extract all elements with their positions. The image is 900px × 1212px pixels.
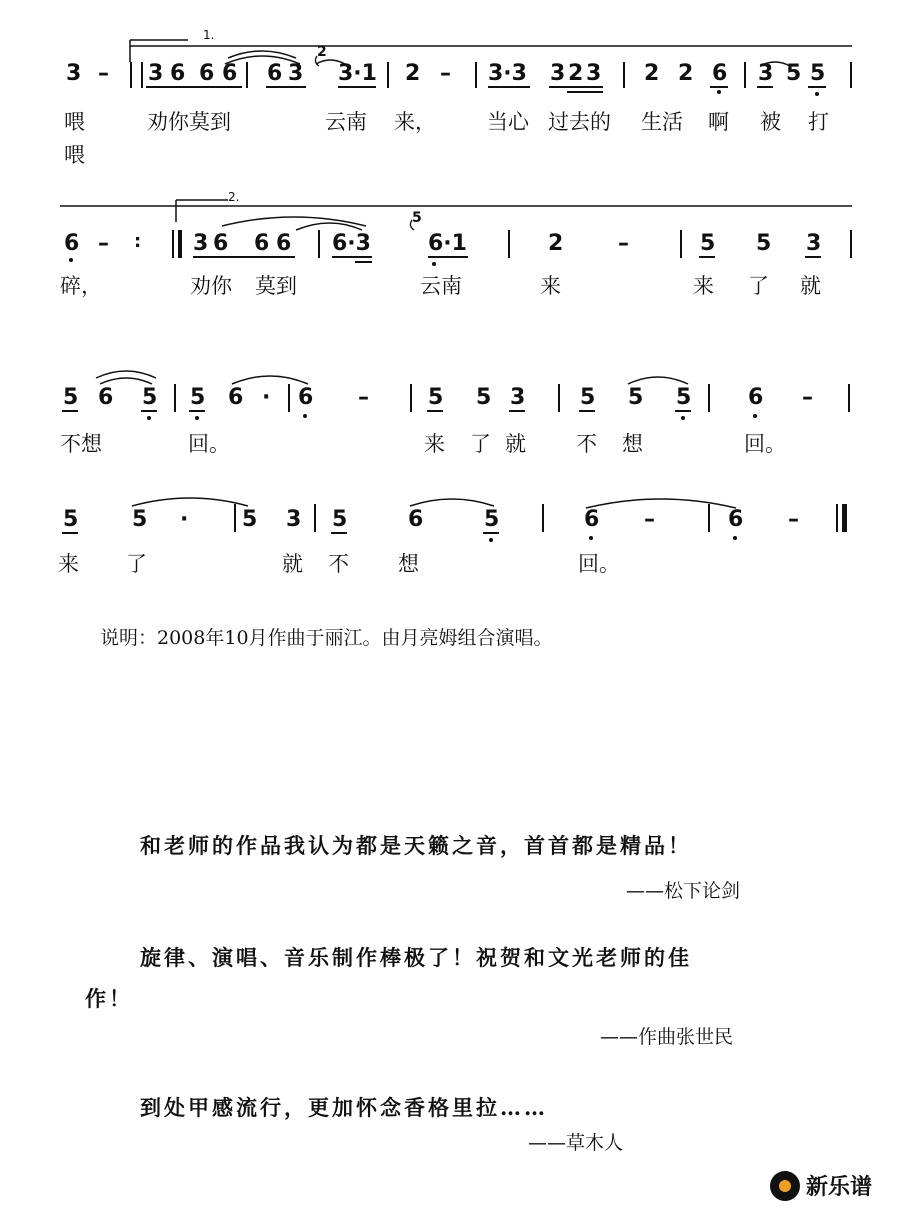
note: 6 xyxy=(298,385,314,410)
note: 5 xyxy=(786,61,802,86)
beam xyxy=(62,410,78,412)
note: 6 xyxy=(228,385,244,410)
note-dash: – xyxy=(98,231,109,256)
note: 3·3 xyxy=(488,61,527,86)
note: 5 xyxy=(132,507,148,532)
note-dot: · xyxy=(180,507,189,532)
octave-dot xyxy=(589,536,593,540)
beam xyxy=(146,86,242,88)
note: 2 xyxy=(644,61,660,86)
barline xyxy=(172,230,174,258)
barline xyxy=(246,62,248,88)
barline-thick xyxy=(178,230,182,258)
octave-dot xyxy=(432,262,436,266)
lyric: 回。 xyxy=(578,552,620,576)
lyric: 就 xyxy=(505,432,526,456)
octave-dot xyxy=(815,92,819,96)
lyric: 劝你莫到 xyxy=(147,110,231,134)
note: 6 xyxy=(712,61,728,86)
barline xyxy=(288,384,290,412)
beam xyxy=(757,86,773,88)
octave-dot xyxy=(303,414,307,418)
note: 2 xyxy=(548,231,564,256)
barline xyxy=(850,230,852,258)
note: 5 xyxy=(332,507,348,532)
note: 5 xyxy=(63,507,79,532)
lyric: 来 xyxy=(540,274,561,298)
lyric: 想 xyxy=(622,432,643,456)
comment-3-text: 到处甲感流行，更加怀念香格里拉…… xyxy=(140,1095,548,1120)
note: 5 xyxy=(142,385,158,410)
barline xyxy=(508,230,510,258)
lyric: 回。 xyxy=(188,432,230,456)
comment-2-author: ——作曲张世民 xyxy=(600,1026,734,1048)
lyric: 来 xyxy=(58,552,79,576)
note-dash: – xyxy=(788,507,799,532)
note: 3 xyxy=(288,61,304,86)
beam xyxy=(427,410,443,412)
note: 2 xyxy=(568,61,584,86)
beam xyxy=(428,256,468,258)
beam xyxy=(549,86,603,88)
comment-1-text: 和老师的作品我认为都是天籁之音，首首都是精品！ xyxy=(140,833,692,858)
barline xyxy=(130,62,132,88)
note: 3 xyxy=(66,61,82,86)
beam xyxy=(193,256,295,258)
note: 3 xyxy=(510,385,526,410)
lyric: 喂 xyxy=(64,143,85,167)
lyric: 来 xyxy=(424,432,445,456)
barline xyxy=(708,384,710,412)
lyric: 不想 xyxy=(60,432,102,456)
note: 2 xyxy=(405,61,421,86)
beam xyxy=(710,86,728,88)
note-dash: – xyxy=(644,507,655,532)
barline xyxy=(848,384,850,412)
beam xyxy=(567,91,603,93)
barline xyxy=(234,504,236,532)
note: 5 xyxy=(484,507,500,532)
note: 5 xyxy=(63,385,79,410)
note: 5 xyxy=(580,385,596,410)
barline xyxy=(318,230,320,258)
octave-dot xyxy=(69,258,73,262)
octave-dot xyxy=(753,414,757,418)
note: 6 xyxy=(254,231,270,256)
note: 3 xyxy=(758,61,774,86)
beam xyxy=(338,86,376,88)
note: 5 xyxy=(756,231,772,256)
final-barline-thick xyxy=(842,504,847,532)
beam xyxy=(579,410,595,412)
lyric: 云南 xyxy=(325,110,367,134)
lyric: 就 xyxy=(282,552,303,576)
lyric: 不 xyxy=(328,552,349,576)
note: 5 xyxy=(476,385,492,410)
note: 6 xyxy=(199,61,215,86)
barline xyxy=(387,62,389,88)
note-dash: – xyxy=(802,385,813,410)
beam xyxy=(805,256,821,258)
barline xyxy=(410,384,412,412)
note: 6 xyxy=(98,385,114,410)
barline xyxy=(558,384,560,412)
note: 6 xyxy=(267,61,283,86)
note: 6 xyxy=(276,231,292,256)
barline xyxy=(623,62,625,88)
note: 5 xyxy=(190,385,206,410)
lyric: 想 xyxy=(398,552,419,576)
beam xyxy=(509,410,525,412)
note: 6 xyxy=(408,507,424,532)
note: 6 xyxy=(748,385,764,410)
logo-text: 新乐谱 xyxy=(806,1175,873,1200)
lyric: 就 xyxy=(800,274,821,298)
comment-2-text-line2: 作！ xyxy=(85,986,133,1011)
note: 6·3 xyxy=(332,231,371,256)
note: 6 xyxy=(222,61,238,86)
note: 2 xyxy=(678,61,694,86)
barline xyxy=(850,62,852,88)
note: 6 xyxy=(170,61,186,86)
note: 3 xyxy=(148,61,164,86)
music-disc-icon xyxy=(770,1171,800,1201)
barline xyxy=(174,384,176,412)
note-dash: – xyxy=(98,61,109,86)
barline xyxy=(475,62,477,88)
note: 3 xyxy=(193,231,209,256)
beam xyxy=(483,532,499,534)
octave-dot xyxy=(195,416,199,420)
octave-dot xyxy=(717,90,721,94)
beam xyxy=(266,86,306,88)
beam xyxy=(332,256,372,258)
octave-dot xyxy=(733,536,737,540)
note-dash: – xyxy=(618,231,629,256)
note-dash: – xyxy=(440,61,451,86)
lyric: 劝你 xyxy=(190,274,232,298)
beam xyxy=(355,261,372,263)
beam xyxy=(62,532,78,534)
volta-1-label: 1. xyxy=(203,28,215,42)
note: 5 xyxy=(242,507,258,532)
lyric: 当心 xyxy=(487,110,529,134)
note-dot: · xyxy=(262,385,271,410)
lyric: 莫到 xyxy=(255,274,297,298)
lyric: 回。 xyxy=(744,432,786,456)
grace-note: 5 xyxy=(412,210,422,226)
octave-dot xyxy=(681,416,685,420)
octave-dot xyxy=(147,416,151,420)
comment-1-author: ——松下论剑 xyxy=(626,880,741,902)
barline xyxy=(680,230,682,258)
grace-note: 2 xyxy=(317,44,327,60)
lyric: 了 xyxy=(470,432,491,456)
beam xyxy=(189,410,205,412)
site-logo[interactable] xyxy=(770,1170,872,1201)
lyric: 过去的 xyxy=(548,110,611,134)
lyric: 喂 xyxy=(64,110,85,134)
beam xyxy=(488,86,530,88)
lyric: 被 xyxy=(760,110,781,134)
beam xyxy=(675,410,691,412)
composition-note: 说明：2008年10月作曲于丽江。由月亮姆组合演唱。 xyxy=(100,627,553,649)
note: 3 xyxy=(806,231,822,256)
note: 5 xyxy=(700,231,716,256)
note: 3·1 xyxy=(338,61,377,86)
repeat-dots: : xyxy=(134,231,142,252)
lyric: 了 xyxy=(748,274,769,298)
note: 5 xyxy=(810,61,826,86)
lyric: 碎， xyxy=(60,274,102,298)
note: 5 xyxy=(628,385,644,410)
final-barline xyxy=(836,504,838,532)
barline xyxy=(708,504,710,532)
note: 6 xyxy=(64,231,80,256)
note: 6 xyxy=(728,507,744,532)
note: 3 xyxy=(286,507,302,532)
comment-2-text-line1: 旋律、演唱、音乐制作棒极了！祝贺和文光老师的佳 xyxy=(140,945,692,970)
beam xyxy=(331,532,347,534)
note: 5 xyxy=(428,385,444,410)
note-dash: – xyxy=(358,385,369,410)
volta-2-label: 2. xyxy=(228,190,240,204)
barline xyxy=(542,504,544,532)
lyric: 来， xyxy=(394,110,436,134)
note: 3 xyxy=(550,61,566,86)
lyric: 不 xyxy=(576,432,597,456)
lyric: 云南 xyxy=(420,274,462,298)
barline xyxy=(141,62,143,88)
comment-3-author: ——草木人 xyxy=(528,1132,624,1154)
note: 6·1 xyxy=(428,231,467,256)
lyric: 来 xyxy=(693,274,714,298)
lyric: 了 xyxy=(126,552,147,576)
note: 3 xyxy=(586,61,602,86)
note: 5 xyxy=(676,385,692,410)
lyric: 打 xyxy=(808,110,829,134)
barline xyxy=(744,62,746,88)
note: 6 xyxy=(584,507,600,532)
lyric: 啊 xyxy=(708,110,729,134)
beam xyxy=(141,410,157,412)
note: 6 xyxy=(213,231,229,256)
lyric: 生活 xyxy=(641,110,683,134)
octave-dot xyxy=(489,538,493,542)
barline xyxy=(314,504,316,532)
beam xyxy=(699,256,715,258)
beam xyxy=(808,86,826,88)
